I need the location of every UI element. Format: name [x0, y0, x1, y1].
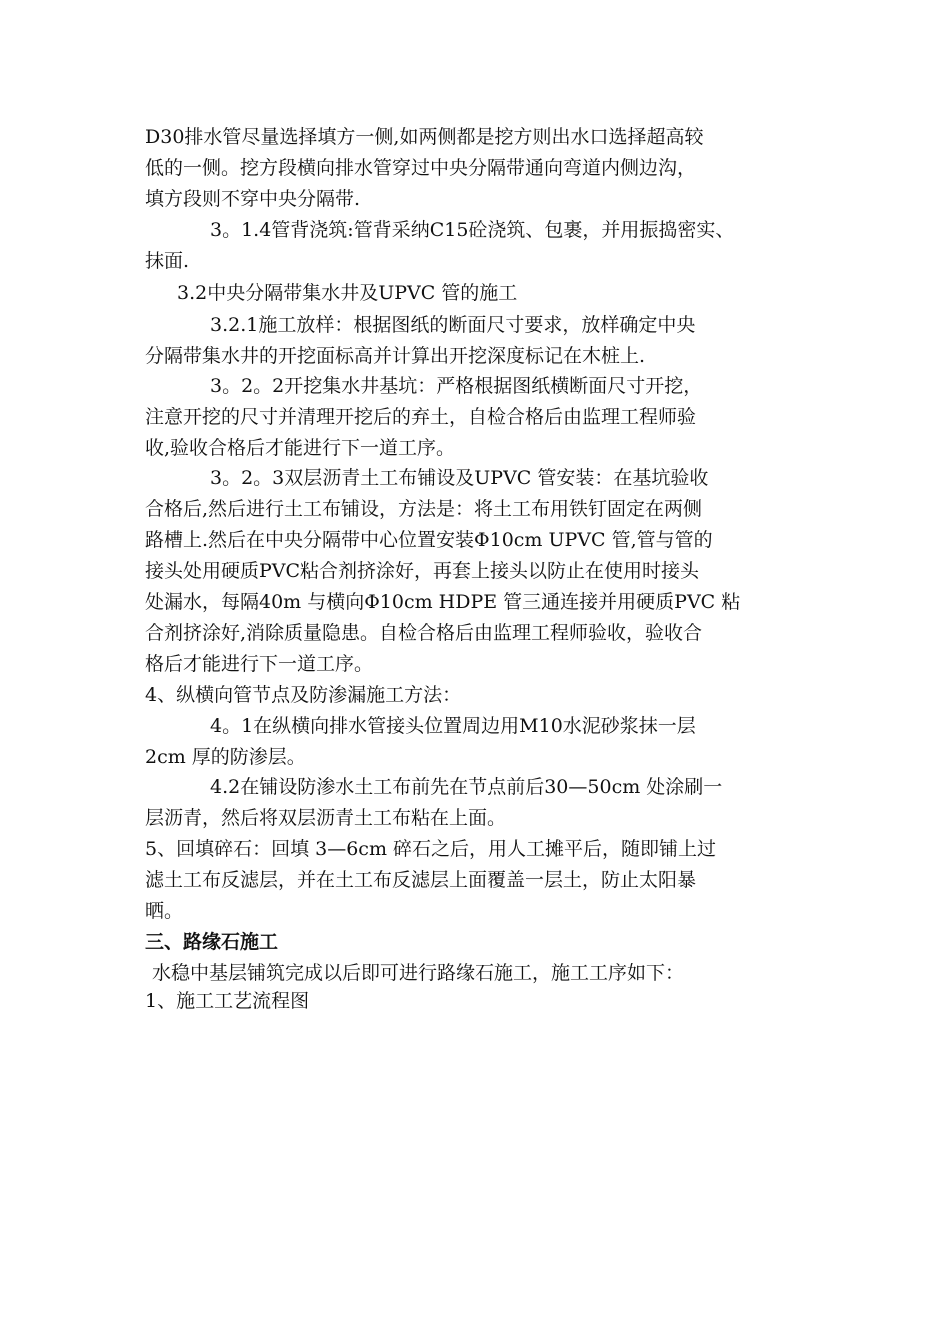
- chapter-heading: 三、路缘石施工: [145, 931, 279, 953]
- text-line: 低的一侧。挖方段横向排水管穿过中央分隔带通向弯道内侧边沟，: [145, 157, 697, 179]
- text-line: 注意开挖的尺寸并清理开挖后的弃土，自检合格后由监理工程师验: [145, 406, 697, 428]
- section-heading: 1、施工工艺流程图: [145, 990, 310, 1012]
- text-line: D30排水管尽量选择填方一侧,如两侧都是挖方则出水口选择超高较: [145, 126, 704, 148]
- text-line: 分隔带集水井的开挖面标高并计算出开挖深度标记在木桩上.: [145, 345, 646, 367]
- text-line: 抹面.: [145, 250, 190, 272]
- text-line: 晒。: [145, 900, 184, 922]
- text-line: 填方段则不穿中央分隔带.: [145, 188, 361, 210]
- text-line: 收,验收合格后才能进行下一道工序。: [145, 437, 456, 459]
- text-line: 4.2在铺设防渗水土工布前先在节点前后30—50cm 处涂刷一: [210, 776, 723, 798]
- text-line: 2cm 厚的防渗层。: [145, 746, 306, 768]
- section-heading: 3.2中央分隔带集水井及UPVC 管的施工: [177, 282, 518, 304]
- text-line: 3。1.4管背浇筑:管背采纳C15砼浇筑、包裹，并用振捣密实、: [210, 219, 735, 241]
- text-line: 3.2.1施工放样：根据图纸的断面尺寸要求，放样确定中央: [210, 314, 696, 336]
- text-line: 合格后,然后进行土工布铺设，方法是：将土工布用铁钉固定在两侧: [145, 498, 703, 520]
- text-line: 水稳中基层铺筑完成以后即可进行路缘石施工，施工工序如下：: [152, 962, 685, 984]
- section-heading: 4、纵横向管节点及防渗漏施工方法：: [145, 684, 462, 706]
- text-line: 滤土工布反滤层，并在土工布反滤层上面覆盖一层土，防止太阳暴: [145, 869, 697, 891]
- text-line: 3。2。3双层沥青土工布铺设及UPVC 管安装：在基坑验收: [210, 467, 709, 489]
- text-line: 4。1在纵横向排水管接头位置周边用M10水泥砂浆抹一层: [210, 715, 696, 737]
- text-line: 5、回填碎石：回填 3—6cm 碎石之后，用人工摊平后，随即铺上过: [145, 838, 717, 860]
- text-line: 层沥青，然后将双层沥青土工布粘在上面。: [145, 807, 507, 829]
- text-line: 合剂挤涂好,消除质量隐患。自检合格后由监理工程师验收，验收合: [145, 622, 703, 644]
- text-line: 接头处用硬质PVC粘合剂挤涂好，再套上接头以防止在使用时接头: [145, 560, 700, 582]
- text-line: 路槽上.然后在中央分隔带中心位置安装Φ10cm UPVC 管,管与管的: [145, 529, 713, 551]
- text-line: 3。2。2开挖集水井基坑：严格根据图纸横断面尺寸开挖，: [210, 375, 703, 397]
- text-line: 格后才能进行下一道工序。: [145, 653, 374, 675]
- text-line: 处漏水，每隔40m 与横向Φ10cm HDPE 管三通连接并用硬质PVC 粘: [145, 591, 741, 613]
